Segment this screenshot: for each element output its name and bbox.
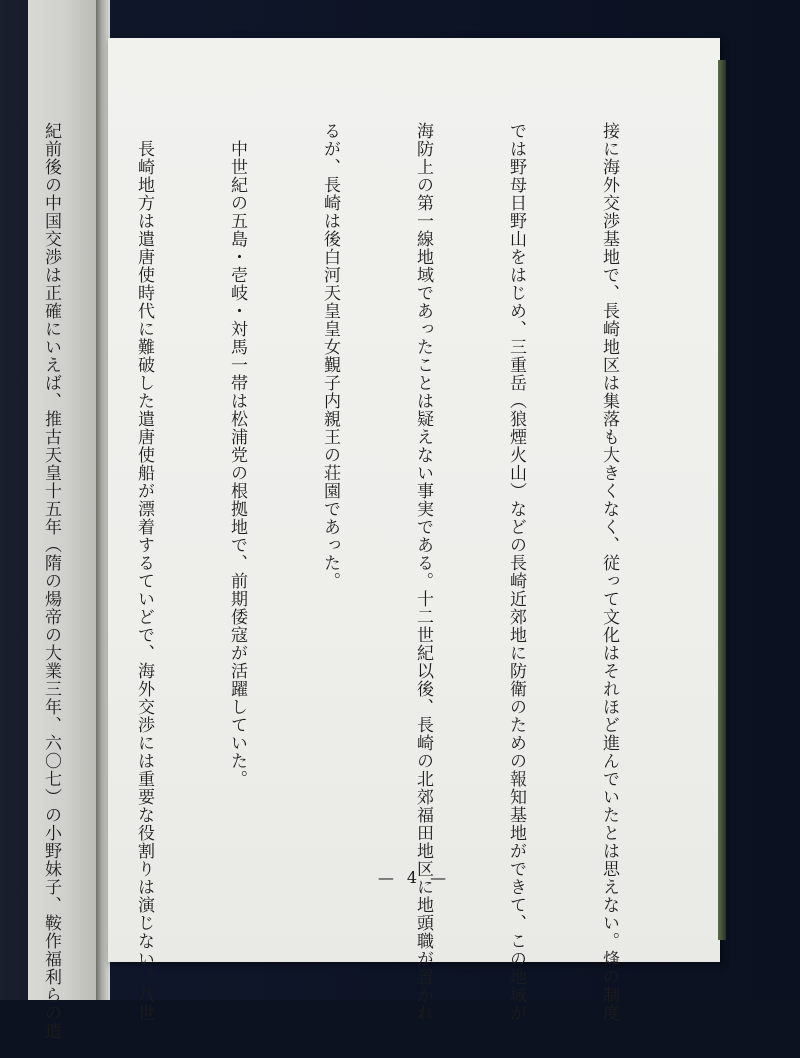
text-column: 長崎地方は遣唐使時代に難破した遣唐使船が漂着するていどで、海外交渉には重要な役割りは演じない。八世 — [134, 122, 154, 1022]
text-column: 中世紀の五島・壱岐・対馬一帯は松浦党の根拠地で、前期倭寇が活躍していた。 — [227, 122, 247, 788]
page-body-text — [0, 122, 686, 1040]
text-column: 接に海外交渉基地で、長崎地区は集落も大きくなく、従って文化はそれほど進んでいたとは思えない。烽の制度 — [599, 122, 619, 1022]
text-column: 海防上の第一線地域であったことは疑えない事実である。十二世紀以後、長崎の北郊福田地区に地頭職が置かれ — [413, 122, 433, 1022]
book-cover-edge — [718, 60, 726, 940]
text-column: 紀前後の中国交渉は正確にいえば、推古天皇十五年（隋の煬帝の大業三年、六〇七）の小野妹子、鞍作福利らの遣 — [41, 122, 61, 1040]
book-page — [41, 38, 720, 1040]
text-column: では野母日野山をはじめ、三重岳（狼煙火山）などの長崎近郊地に防衛のための報知基地ができて、この地域が — [506, 122, 526, 1022]
text-column: るが、長崎は後白河天皇皇女覲子内親王の荘園であった。 — [320, 122, 340, 590]
page-number: — 4 — — [377, 868, 451, 887]
